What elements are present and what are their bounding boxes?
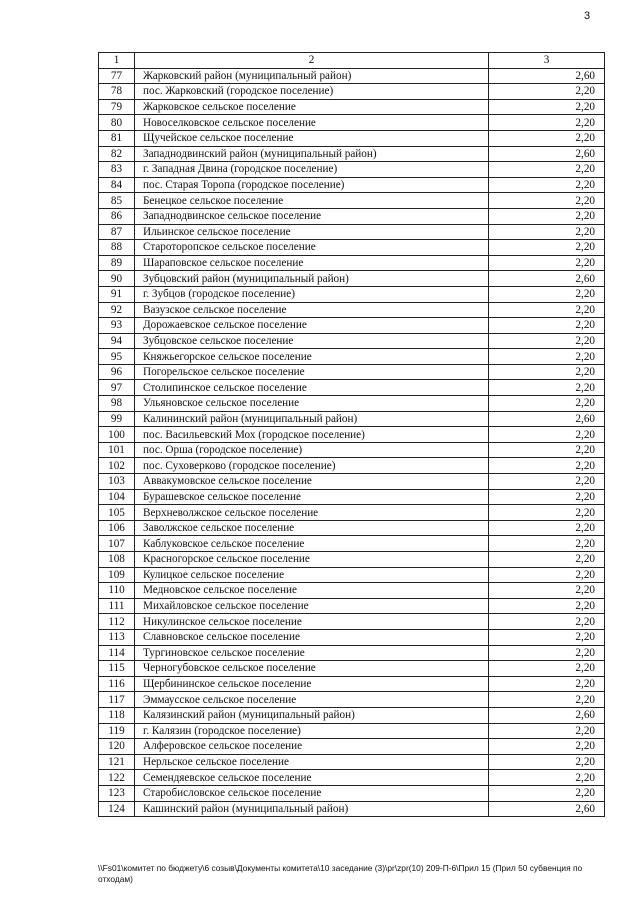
row-coefficient-value: 2,20	[489, 286, 605, 302]
table-row	[99, 474, 605, 490]
row-number: 102	[99, 458, 135, 474]
table-row	[99, 177, 605, 193]
row-municipality-name: Нерльское сельское поселение	[135, 754, 489, 770]
row-municipality-name: Новоселковское сельское поселение	[135, 115, 489, 131]
table-row	[99, 193, 605, 209]
row-number: 120	[99, 739, 135, 755]
table-row	[99, 349, 605, 365]
table-row	[99, 567, 605, 583]
row-number: 78	[99, 84, 135, 100]
header-col-value: 3	[489, 53, 605, 69]
row-coefficient-value: 2,20	[489, 567, 605, 583]
row-number: 111	[99, 598, 135, 614]
row-coefficient-value: 2,20	[489, 723, 605, 739]
table-row	[99, 255, 605, 271]
row-coefficient-value: 2,20	[489, 99, 605, 115]
row-coefficient-value: 2,20	[489, 692, 605, 708]
row-number: 89	[99, 255, 135, 271]
row-municipality-name: Жарковское сельское поселение	[135, 99, 489, 115]
row-number: 112	[99, 614, 135, 630]
row-number: 121	[99, 754, 135, 770]
row-municipality-name: Славновское сельское поселение	[135, 629, 489, 645]
row-coefficient-value: 2,60	[489, 801, 605, 817]
table-row	[99, 84, 605, 100]
row-number: 118	[99, 707, 135, 723]
row-municipality-name: Верхневолжское сельское поселение	[135, 505, 489, 521]
table-row	[99, 770, 605, 786]
header-col-number: 1	[99, 53, 135, 69]
table-row	[99, 754, 605, 770]
row-coefficient-value: 2,20	[489, 505, 605, 521]
row-coefficient-value: 2,20	[489, 84, 605, 100]
row-coefficient-value: 2,60	[489, 411, 605, 427]
row-coefficient-value: 2,20	[489, 614, 605, 630]
row-number: 109	[99, 567, 135, 583]
row-number: 80	[99, 115, 135, 131]
row-number: 107	[99, 536, 135, 552]
table-row	[99, 614, 605, 630]
table-row	[99, 505, 605, 521]
row-number: 90	[99, 271, 135, 287]
row-coefficient-value: 2,60	[489, 707, 605, 723]
row-municipality-name: Зубцовское сельское поселение	[135, 333, 489, 349]
row-municipality-name: пос. Старая Торопа (городское поселение)	[135, 177, 489, 193]
row-coefficient-value: 2,20	[489, 598, 605, 614]
row-coefficient-value: 2,20	[489, 333, 605, 349]
row-municipality-name: пос. Васильевский Мох (городское поселение)	[135, 427, 489, 443]
table-row	[99, 552, 605, 568]
row-number: 97	[99, 380, 135, 396]
row-number: 98	[99, 396, 135, 412]
table-row	[99, 536, 605, 552]
row-number: 115	[99, 661, 135, 677]
row-number: 122	[99, 770, 135, 786]
row-number: 105	[99, 505, 135, 521]
row-municipality-name: Калязинский район (муниципальный район)	[135, 707, 489, 723]
row-coefficient-value: 2,20	[489, 208, 605, 224]
table-row	[99, 115, 605, 131]
table-row	[99, 99, 605, 115]
row-coefficient-value: 2,20	[489, 130, 605, 146]
row-number: 106	[99, 520, 135, 536]
row-number: 81	[99, 130, 135, 146]
row-coefficient-value: 2,20	[489, 442, 605, 458]
row-number: 93	[99, 318, 135, 334]
row-municipality-name: Аввакумовское сельское поселение	[135, 474, 489, 490]
table-row	[99, 442, 605, 458]
row-number: 85	[99, 193, 135, 209]
row-coefficient-value: 2,20	[489, 193, 605, 209]
row-municipality-name: Бурашевское сельское поселение	[135, 489, 489, 505]
row-number: 84	[99, 177, 135, 193]
row-coefficient-value: 2,20	[489, 380, 605, 396]
row-number: 87	[99, 224, 135, 240]
row-municipality-name: Никулинское сельское поселение	[135, 614, 489, 630]
table-row	[99, 801, 605, 817]
table-row	[99, 286, 605, 302]
table-row	[99, 739, 605, 755]
row-municipality-name: Староторопское сельское поселение	[135, 240, 489, 256]
row-municipality-name: Тургиновское сельское поселение	[135, 645, 489, 661]
row-municipality-name: Кашинский район (муниципальный район)	[135, 801, 489, 817]
row-number: 94	[99, 333, 135, 349]
table-row	[99, 661, 605, 677]
row-municipality-name: Ульяновское сельское поселение	[135, 396, 489, 412]
row-number: 77	[99, 68, 135, 84]
row-municipality-name: Калининский район (муниципальный район)	[135, 411, 489, 427]
table-row	[99, 692, 605, 708]
row-municipality-name: Черногубовское сельское поселение	[135, 661, 489, 677]
row-municipality-name: Медновское сельское поселение	[135, 583, 489, 599]
row-municipality-name: Дорожаевское сельское поселение	[135, 318, 489, 334]
row-coefficient-value: 2,20	[489, 364, 605, 380]
row-coefficient-value: 2,20	[489, 583, 605, 599]
table-row	[99, 146, 605, 162]
row-coefficient-value: 2,20	[489, 676, 605, 692]
table-header-row	[99, 53, 605, 69]
row-number: 96	[99, 364, 135, 380]
row-number: 83	[99, 162, 135, 178]
row-municipality-name: пос. Суховерково (городское поселение)	[135, 458, 489, 474]
row-municipality-name: Семендяевское сельское поселение	[135, 770, 489, 786]
table-row	[99, 458, 605, 474]
row-coefficient-value: 2,20	[489, 770, 605, 786]
row-number: 103	[99, 474, 135, 490]
row-number: 119	[99, 723, 135, 739]
row-municipality-name: г. Зубцов (городское поселение)	[135, 286, 489, 302]
table-row	[99, 240, 605, 256]
row-municipality-name: Кулицкое сельское поселение	[135, 567, 489, 583]
row-number: 79	[99, 99, 135, 115]
row-municipality-name: Заволжское сельское поселение	[135, 520, 489, 536]
row-coefficient-value: 2,20	[489, 520, 605, 536]
row-number: 100	[99, 427, 135, 443]
row-coefficient-value: 2,20	[489, 177, 605, 193]
row-coefficient-value: 2,20	[489, 396, 605, 412]
table-row	[99, 208, 605, 224]
table-row	[99, 723, 605, 739]
row-municipality-name: Западнодвинский район (муниципальный район)	[135, 146, 489, 162]
table-row	[99, 676, 605, 692]
page-number: 3	[584, 10, 591, 22]
row-number: 123	[99, 785, 135, 801]
row-coefficient-value: 2,20	[489, 458, 605, 474]
row-coefficient-value: 2,20	[489, 349, 605, 365]
row-coefficient-value: 2,60	[489, 146, 605, 162]
row-coefficient-value: 2,20	[489, 318, 605, 334]
row-coefficient-value: 2,20	[489, 661, 605, 677]
row-coefficient-value: 2,20	[489, 629, 605, 645]
row-number: 117	[99, 692, 135, 708]
table-row	[99, 645, 605, 661]
row-municipality-name: Алферовское сельское поселение	[135, 739, 489, 755]
row-coefficient-value: 2,60	[489, 68, 605, 84]
row-municipality-name: Западнодвинское сельское поселение	[135, 208, 489, 224]
row-municipality-name: Шараповское сельское поселение	[135, 255, 489, 271]
row-municipality-name: Жарковский район (муниципальный район)	[135, 68, 489, 84]
table-row	[99, 785, 605, 801]
table-row	[99, 364, 605, 380]
row-coefficient-value: 2,60	[489, 271, 605, 287]
row-coefficient-value: 2,20	[489, 162, 605, 178]
row-number: 91	[99, 286, 135, 302]
table-row	[99, 380, 605, 396]
row-municipality-name: Погорельское сельское поселение	[135, 364, 489, 380]
row-coefficient-value: 2,20	[489, 302, 605, 318]
row-municipality-name: Вазузское сельское поселение	[135, 302, 489, 318]
row-municipality-name: Бенецкое сельское поселение	[135, 193, 489, 209]
row-coefficient-value: 2,20	[489, 489, 605, 505]
row-municipality-name: Столипинское сельское поселение	[135, 380, 489, 396]
table-row	[99, 629, 605, 645]
table-row	[99, 411, 605, 427]
table-row	[99, 598, 605, 614]
row-coefficient-value: 2,20	[489, 115, 605, 131]
row-number: 101	[99, 442, 135, 458]
table-row	[99, 318, 605, 334]
row-coefficient-value: 2,20	[489, 255, 605, 271]
table-row	[99, 396, 605, 412]
table-row	[99, 224, 605, 240]
subvention-table	[98, 52, 605, 817]
row-municipality-name: Ильинское сельское поселение	[135, 224, 489, 240]
table-row	[99, 489, 605, 505]
header-col-name: 2	[135, 53, 489, 69]
row-coefficient-value: 2,20	[489, 240, 605, 256]
table-body	[99, 53, 605, 817]
row-number: 108	[99, 552, 135, 568]
row-number: 92	[99, 302, 135, 318]
row-municipality-name: Красногорское сельское поселение	[135, 552, 489, 568]
table-row	[99, 583, 605, 599]
row-number: 124	[99, 801, 135, 817]
row-municipality-name: г. Западная Двина (городское поселение)	[135, 162, 489, 178]
row-number: 113	[99, 629, 135, 645]
row-municipality-name: Старобисловское сельское поселение	[135, 785, 489, 801]
table-row	[99, 68, 605, 84]
table-row	[99, 130, 605, 146]
table-row	[99, 162, 605, 178]
file-path-footer: \\Fs01\комитет по бюджету\6 созыв\Документы комитета\10 заседание (3)\pr\zpr(10) 209-П-6\Прил 15 (Прил 50 субвенция по отходам)	[98, 863, 583, 884]
row-municipality-name: пос. Жарковский (городское поселение)	[135, 84, 489, 100]
row-coefficient-value: 2,20	[489, 785, 605, 801]
row-municipality-name: Зубцовский район (муниципальный район)	[135, 271, 489, 287]
row-municipality-name: Михайловское сельское поселение	[135, 598, 489, 614]
row-municipality-name: Щучейское сельское поселение	[135, 130, 489, 146]
row-municipality-name: Эммаусское сельское поселение	[135, 692, 489, 708]
row-municipality-name: Княжьегорское сельское поселение	[135, 349, 489, 365]
row-number: 95	[99, 349, 135, 365]
row-coefficient-value: 2,20	[489, 224, 605, 240]
table-row	[99, 427, 605, 443]
row-coefficient-value: 2,20	[489, 536, 605, 552]
table-row	[99, 271, 605, 287]
table-row	[99, 302, 605, 318]
row-municipality-name: Каблуковское сельское поселение	[135, 536, 489, 552]
table-row	[99, 333, 605, 349]
row-municipality-name: пос. Орша (городское поселение)	[135, 442, 489, 458]
row-coefficient-value: 2,20	[489, 427, 605, 443]
row-number: 116	[99, 676, 135, 692]
row-coefficient-value: 2,20	[489, 645, 605, 661]
row-number: 88	[99, 240, 135, 256]
row-number: 86	[99, 208, 135, 224]
table-row	[99, 707, 605, 723]
row-municipality-name: Щербининское сельское поселение	[135, 676, 489, 692]
row-coefficient-value: 2,20	[489, 739, 605, 755]
row-coefficient-value: 2,20	[489, 754, 605, 770]
row-municipality-name: г. Калязин (городское поселение)	[135, 723, 489, 739]
row-coefficient-value: 2,20	[489, 474, 605, 490]
row-number: 110	[99, 583, 135, 599]
row-number: 104	[99, 489, 135, 505]
row-number: 99	[99, 411, 135, 427]
row-coefficient-value: 2,20	[489, 552, 605, 568]
table-row	[99, 520, 605, 536]
row-number: 82	[99, 146, 135, 162]
row-number: 114	[99, 645, 135, 661]
